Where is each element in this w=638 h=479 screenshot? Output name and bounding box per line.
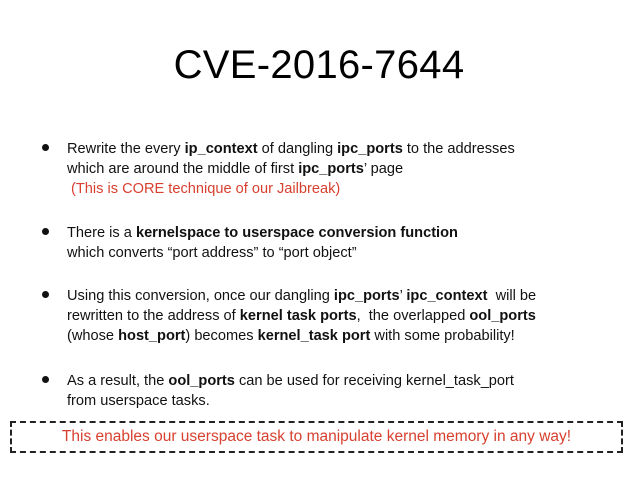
bullet-item-using-conversion	[42, 286, 637, 346]
bullet-dot-icon	[42, 144, 49, 151]
bullet-dot-icon	[42, 228, 49, 235]
bullet-dot-icon	[42, 291, 49, 298]
bold-term: ipc_ports	[298, 161, 364, 177]
bold-term: ipc_ports	[333, 288, 400, 304]
conclusion-callout: This enables our userspace task to manipulate kernel memory in any way!	[10, 421, 623, 453]
bullet-line: Rewrite the every ip_context of dangling ipc_ports to the addresses	[67, 141, 515, 157]
bold-term: ool_ports	[469, 308, 536, 324]
core-technique-note: (This is CORE technique of our Jailbreak)	[71, 181, 341, 197]
bold-term: ipc_ports	[337, 141, 403, 157]
bold-term: host_port	[118, 328, 186, 344]
bold-term: kernel task ports	[239, 308, 357, 324]
bullet-line: Using this conversion, once our dangling ipc_ports’ ipc_context will be	[67, 288, 537, 304]
bullet-line: There is a kernelspace to userspace conversion function	[67, 225, 458, 241]
bullet-dot-icon	[42, 376, 49, 383]
bullet-line: (whose host_port) becomes kernel_task port with some probability!	[67, 328, 515, 344]
slide-title: CVE-2016-7644	[173, 43, 465, 87]
bold-term: kernelspace to userspace conversion function	[135, 225, 458, 241]
bullet-item-rewrite-ip-context	[42, 139, 637, 199]
bullet-line: which converts “port address” to “port object”	[67, 245, 357, 261]
bullet-item-conversion-function	[42, 223, 637, 263]
bullet-line: rewritten to the address of kernel task ports, the overlapped ool_ports	[67, 308, 536, 324]
bold-term: ip_context	[184, 141, 258, 157]
bullet-line: which are around the middle of first ipc_ports’ page	[67, 161, 404, 177]
bold-term: ipc_context	[406, 288, 488, 304]
bold-term: kernel_task port	[257, 328, 371, 344]
bullet-line: As a result, the ool_ports can be used for receiving kernel_task_port	[67, 373, 514, 389]
bold-term: ool_ports	[168, 373, 235, 389]
bullet-item-result	[42, 371, 637, 411]
bullet-line: from userspace tasks.	[67, 393, 210, 409]
